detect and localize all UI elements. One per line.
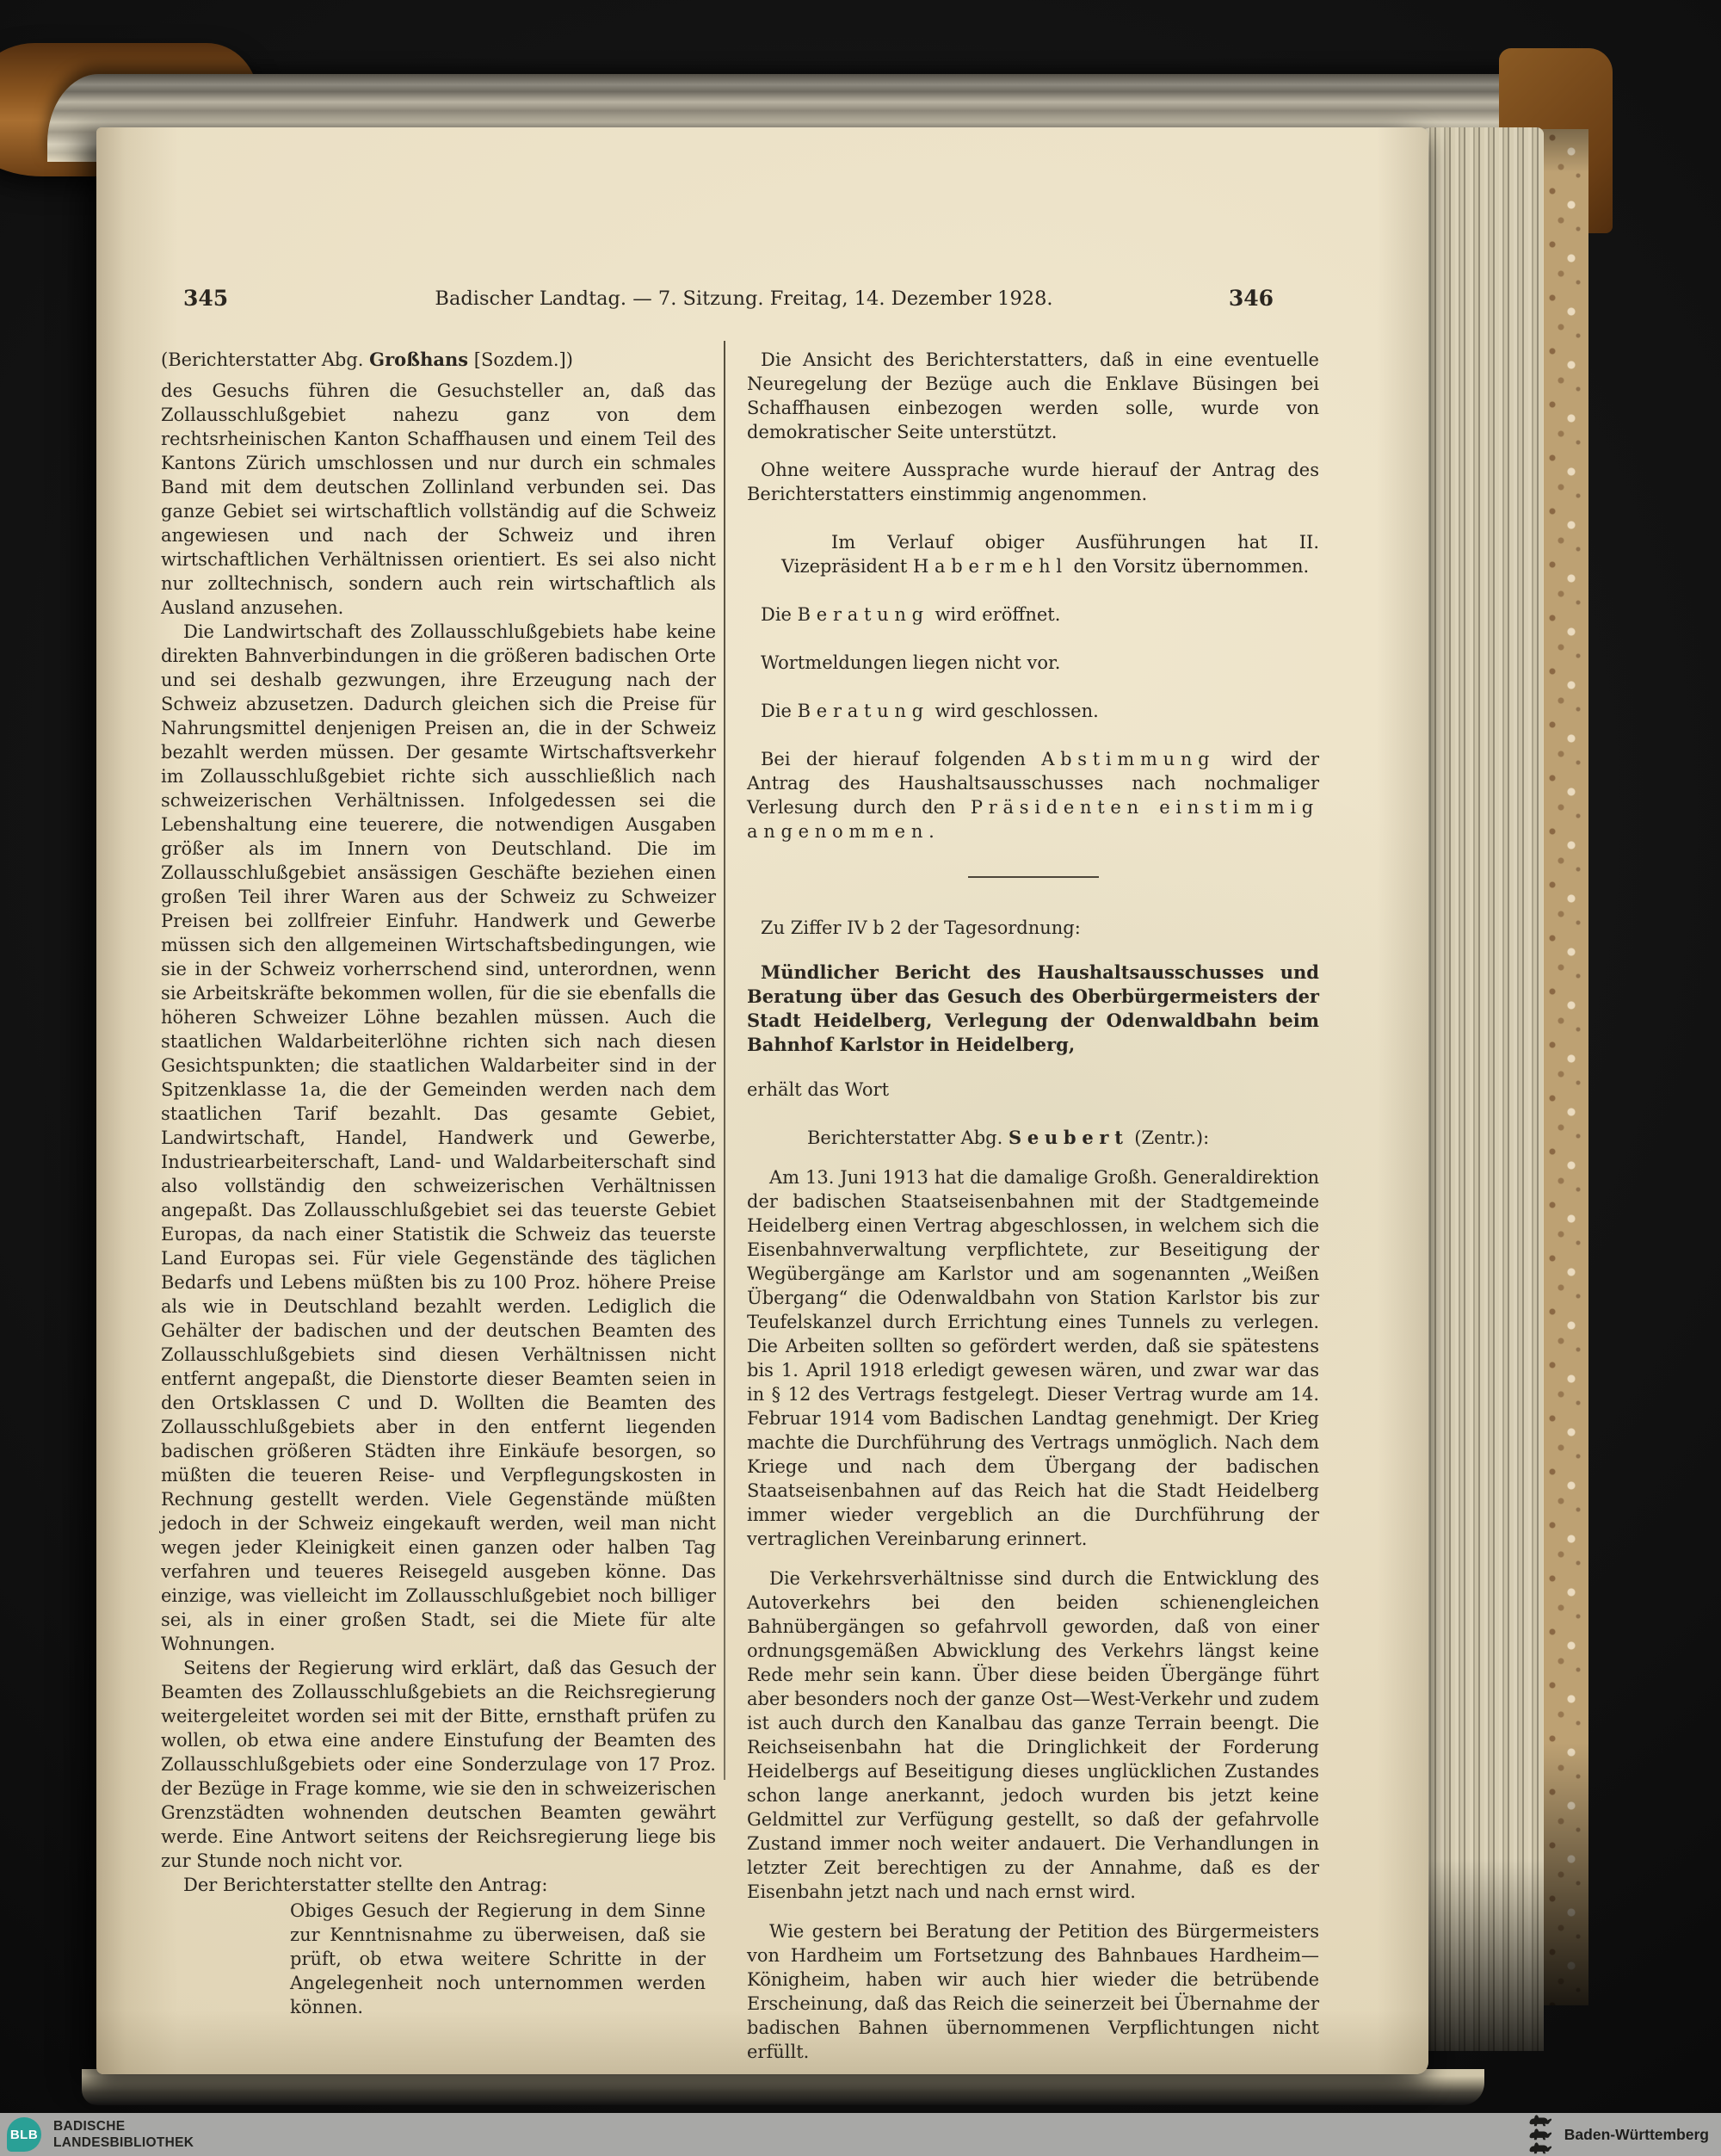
vote-spaced-word: angenommen — [747, 821, 929, 842]
book-page — [96, 127, 1428, 2074]
reporter-line-post: [Sozdem.]) — [468, 349, 573, 370]
vote-spaced-word: Präsidenten — [970, 797, 1144, 818]
reporter-line-pre: (Berichterstatter Abg. — [161, 349, 370, 370]
speaker-line — [747, 1126, 1319, 1150]
reporter-name: Großhans — [369, 349, 469, 370]
page-number-left: 345 — [183, 286, 229, 311]
page-stack-right — [1411, 127, 1544, 2051]
paragraph: erhält das Wort — [747, 1079, 890, 1100]
page-number-right: 346 — [1228, 286, 1274, 311]
motion-text: Obiges Gesuch der Regierung in dem Sinne zur Kenntnisnahme zu überweisen, daß sie prüft, ob etwa weitere Schritte in der Angelegenheit noch unternommen werden können. — [290, 1900, 706, 2017]
procedure-line — [747, 602, 1319, 627]
procedure-post: wird eröffnet. — [928, 604, 1061, 625]
vote-text: . — [928, 821, 935, 842]
paragraph: Die Verkehrsverhältnisse sind durch die Entwicklung des Autoverkehrs bei den beiden schienengleichen Bahnübergängen so gefahrvoll geworden, daß von einer ordnungsgemäßen Abwicklung des Verkehrs längst keine Rede mehr sein kann. Über diese beiden Übergänge führt aber besonders noch der ganze Ost—West-Verkehr und zudem ist auch durch den Kanalbau das ganze Terrain beengt. Die Reichseisenbahn hat die Dringlichkeit der Forderung Heidelbergs auf Beseitigung dieses unglücklichen Zustandes schon lange anerkannt, jedoch wurden bis jetzt keine Geldmittel zur Verfügung gestellt, so daß der gefahrvolle Zustand immer noch weiter andauert. Die Verhandlungen in letzter Zeit berechtigen zu der Annahme, daß es der Eisenbahn jetzt nach und nach ernst wird. — [747, 1568, 1319, 1902]
paragraph: Am 13. Juni 1913 hat die damalige Großh. Generaldirektion der badischen Staatseisenbahnen mit der Stadtgemeinde Heidelberg einen Vertrag abgeschlossen, in welchem sich die Eisenbahnverwaltung verpflichtete, zur Beseitigung der Wegübergänge am Karlstor und am sogenannten „Weißen Übergang“ die Odenwaldbahn von Station Karlstor bis zur Teufelskanzel durch Errichtung eines Tunnels zu verlegen. Die Arbeiten sollten so gefördert werden, daß sie spätestens bis 1. April 1918 erledigt gewesen wären, und zwar war das in § 12 des Vertrags festgelegt. Dieser Vertrag wurde am 14. Februar 1914 vom Badischen Landtag genehmigt. Der Krieg machte die Durchführung des Vertrags unmöglich. Nach dem Kriege und nach dem Übergang der badischen Staatseisenbahnen auf das Reich hat die Stadt Heidelberg immer wieder vergeblich an die Durchführung der vertraglichen Vereinbarung erinnert. — [747, 1167, 1319, 1549]
paragraph: des Gesuchs führen die Gesuchsteller an, daß das Zollausschlußgebiet nahezu ganz von dem rechtsrheinischen Kanton Schaffhausen und einem Teil des Kantons Zürich umschlossen und nur durch ein schmales Band mit dem deutschen Zollinland verbunden sei. Das ganze Gebiet sei wirtschaftlich vollständig auf die Schweiz angewiesen und nach der Schweiz und ihren wirtschaftlichen Verhältnissen orientiert. Es sei also nicht nur zolltechnisch, sondern auch rein wirtschaftlich als Ausland anzusehen. — [161, 380, 716, 618]
vote-result-line — [747, 747, 1319, 843]
library-name-line1: BADISCHE — [53, 2118, 126, 2134]
vote-text: wird der Antrag des Haushaltsausschusses nach nochmaliger Verlesung durch den — [747, 749, 1320, 818]
library-footer-bar — [0, 2113, 1721, 2156]
speaker-pre: Berichterstatter Abg. — [807, 1127, 1009, 1148]
procedure-line — [747, 699, 1319, 723]
vote-text: Bei der hierauf folgenden — [761, 749, 1042, 769]
paragraph: Die Landwirtschaft des Zollausschlußgebiets habe keine direkten Bahnverbindungen in die größeren badischen Orte und sei deshalb gezwungen, ihre Erzeugung nach der Schweiz abzusetzen. Dadurch gleichen sich die Preise für Nahrungsmittel denjenigen Preisen an, die in der Schweiz bezahlt werden müssen. Der gesamte Wirtschaftsverkehr im Zollausschlußgebiet richte sich ausschließlich nach schweizerischen Verhältnissen. Infolgedessen sei die Lebenshaltung eine teuerere, die notwendigen Ausgaben größer als im Innern von Deutschland. Die im Zollausschlußgebiet ansässigen Geschäfte beziehen einen großen Teil ihrer Waren aus der Schweiz zu Schweizer Preisen bei zollfreier Einfuhr. Handwerk und Gewerbe müssen sich den allgemeinen Wirtschaftsbedingungen, wie sie in der Schweiz vorherrschend sind, unterordnen, wenn sie Arbeitskräfte bekommen wollen, für die sie ebenfalls die höheren Schweizer Löhne bezahlen müssen. Auch die staatlichen Waldarbeiterlöhne richten sich nach diesen Gesichtspunkten; die staatlichen Waldarbeiter sind in der Spitzenklasse 1a, die der Gemeinden werden nach dem staatlichen Tarif bezahlt. Das gesamte Gebiet, Landwirtschaft, Handel, Handwerk und Gewerbe, Industriearbeiterschaft, Land- und Waldarbeiterschaft sind also vollständig den schweizerischen Verhältnissen angepaßt. Das Zollausschlußgebiet sei das teuerste Gebiet Europas, da nach einer Statistik die Schweiz das teuerste Land Europas sei. Für viele Gegenstände des täglichen Bedarfs und Lebens müßten bis zu 100 Proz. höhere Preise als wie in Deutschland bezahlt werden. Lediglich die Gehälter der badischen und der deutschen Beamten des Zollausschlußgebiets sind diesen Verhältnissen nicht entfernt angepaßt, die Dienstorte dieser Beamten seien in den Ortsklassen C und D. Wollten die Beamten des Zollausschlußgebiets aber in den entfernt liegenden badischen größeren Städten ihre Einkäufe besorgen, so müßten die teueren Reise- und Verpflegungskosten in Rechnung gestellt werden. Viele Gegenstände müßten jedoch in der Schweiz eingekauft werden, weil man nicht wegen jeder Kleinigkeit einen ganzen oder halben Tag verfahren und teueres Reisegeld ausgeben könne. Das einzige, was vielleicht im Zollausschlußgebiet noch billiger sei, als in einer großen Stadt, sei die Miete für alte Wohnungen. — [161, 621, 716, 1654]
paragraph: Seitens der Regierung wird erklärt, daß das Gesuch der Beamten des Zollausschlußgebiets an die Reichsregierung weitergeleitet worden sei mit der Bitte, ernsthaft prüfen zu wollen, ob etwa eine andere Einstufung der Beamten des Zollausschlußgebiets oder eine Sonderzulage von 17 Proz. der Bezüge in Frage komme, wie sie den in schweizerischen Grenzstädten wohnenden deutschen Beamten gewährt werde. Eine Antwort seitens der Reichsregierung liege bis zur Stunde noch nicht vor. — [161, 1658, 716, 1871]
report-heading: Mündlicher Bericht des Haushaltsausschusses und Beratung über das Gesuch des Oberbürgermeisters der Stadt Heidelberg, Verlegung der Odenwaldbahn beim Bahnhof Karlstor in Heidelberg, — [747, 961, 1319, 1055]
chair-change-post: den Vorsitz übernommen. — [1067, 556, 1310, 577]
procedure-spaced-word: Beratung — [797, 701, 929, 721]
library-name-line2: LANDESBIBLIOTHEK — [53, 2135, 194, 2150]
section-separator-rule — [968, 876, 1099, 878]
reporter-line — [161, 348, 716, 372]
blb-logo-text: BLB — [9, 2127, 39, 2142]
procedure-pre: Die — [761, 701, 798, 721]
procedure-spaced-word: Beratung — [797, 604, 929, 625]
chair-change-note — [781, 530, 1319, 578]
vote-text — [1144, 797, 1159, 818]
page-stack-bottom — [82, 2069, 1484, 2105]
marbled-endpaper — [1542, 129, 1588, 2005]
column-divider-rule — [724, 341, 725, 1780]
procedure-pre: Die — [761, 604, 798, 625]
running-title: Badischer Landtag. — 7. Sitzung. Freitag, 14. Dezember 1928. — [435, 287, 1053, 310]
speaker-post: (Zentr.): — [1128, 1127, 1210, 1148]
vice-president-name: Habermehl — [913, 556, 1068, 577]
vote-spaced-word: Abstimmung — [1041, 749, 1216, 769]
state-name-label: Baden-Württemberg — [1564, 2125, 1709, 2143]
procedure-post: wird geschlossen. — [928, 701, 1099, 721]
right-column — [747, 348, 1319, 2064]
agenda-item-line: Zu Ziffer IV b 2 der Tagesordnung: — [761, 917, 1081, 938]
page-header — [161, 286, 1327, 322]
baden-wuerttemberg-coat-of-arms-icon — [1525, 2114, 1556, 2155]
paragraph: Ohne weitere Aussprache wurde hierauf der Antrag des Berichterstatters einstimmig angenommen. — [747, 460, 1319, 504]
vote-spaced-word: einstimmig — [1159, 797, 1319, 818]
chair-change-pre: Im Verlauf obiger Ausführungen hat II. Vizepräsident — [781, 532, 1319, 577]
paragraph: Wie gestern bei Beratung der Petition des Bürgermeisters von Hardheim um Fortsetzung des Bahnbaues Hardheim—Königheim, haben wir auch hier wieder die betrübende Erscheinung, daß das Reich die seinerzeit bei Übernahme der badischen Bahnen übernommenen Verpflichtungen nicht erfüllt. — [747, 1921, 1319, 2062]
text-columns — [161, 348, 1327, 2064]
library-name — [53, 2118, 194, 2152]
left-column — [161, 348, 716, 2064]
procedure-line: Wortmeldungen liegen nicht vor. — [761, 652, 1061, 673]
state-brand — [1525, 2113, 1709, 2156]
paragraph: Die Ansicht des Berichterstatters, daß in eine eventuelle Neuregelung der Bezüge auch die Enklave Büsingen bei Schaffhausen einbezogen werden solle, wurde von demokratischer Seite unterstützt. — [747, 349, 1319, 442]
motion-intro-line: Der Berichterstatter stellte den Antrag: — [183, 1875, 548, 1895]
blb-logo — [7, 2117, 41, 2152]
speaker-name: Seubert — [1008, 1127, 1129, 1148]
